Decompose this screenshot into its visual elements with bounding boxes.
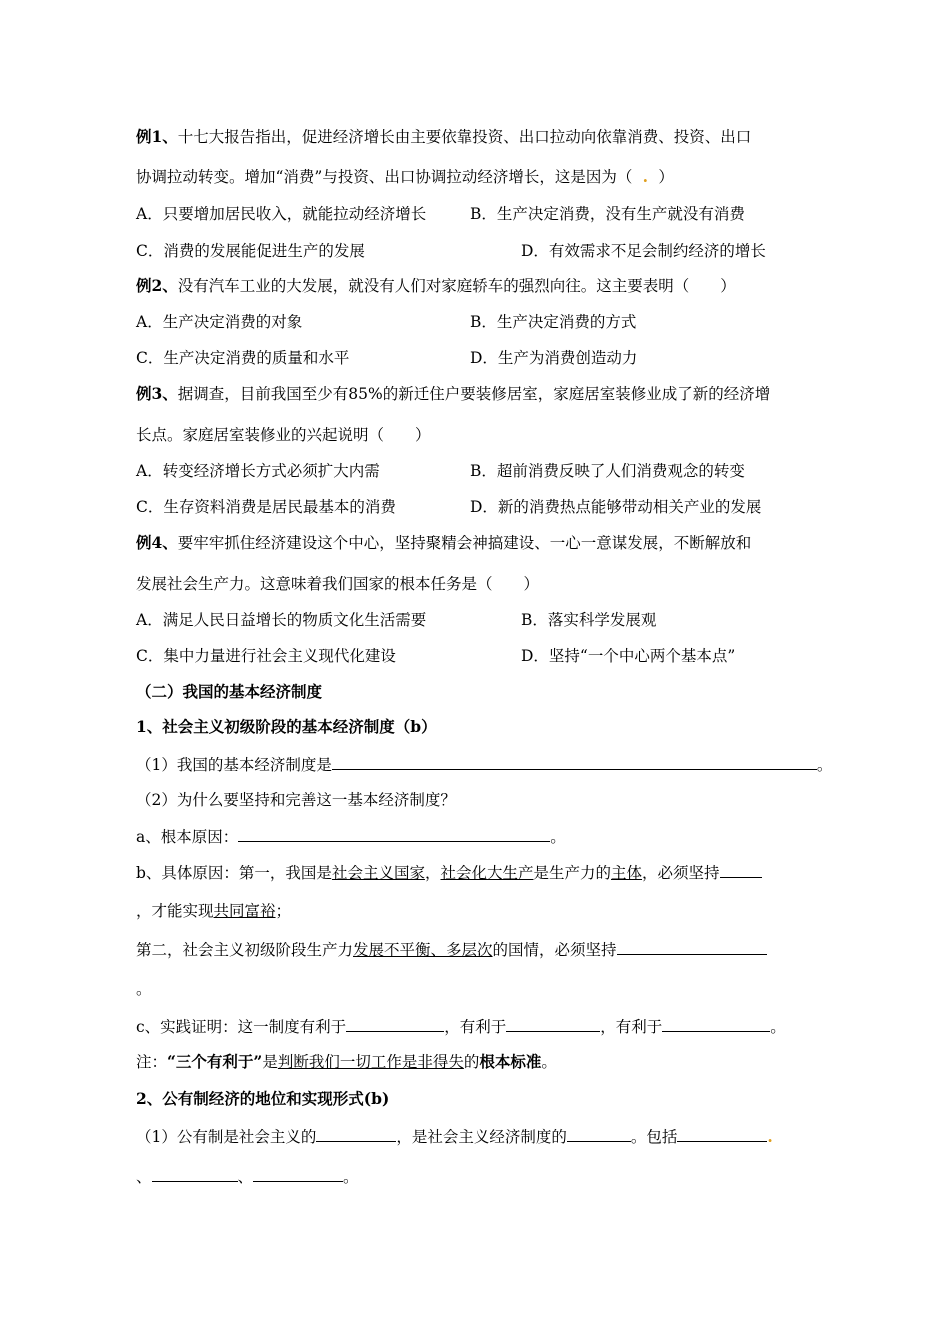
ex2-label: 例2、: [136, 276, 178, 295]
separator: 、: [237, 1168, 254, 1186]
ex2-option-b: B．生产决定消费的方式: [470, 313, 637, 331]
ex4-option-c: C．集中力量进行社会主义现代化建设: [136, 647, 396, 665]
ex3-option-a: A．转变经济增长方式必须扩大内需: [136, 462, 380, 480]
ex2-line1: [136, 275, 736, 297]
ex4-option-b: B．落实科学发展观: [521, 611, 657, 629]
specific-cause-line2: [136, 900, 291, 922]
question-2: （2）为什么要坚持和完善这一基本经济制度？: [136, 791, 456, 809]
ex4-line1: [136, 532, 751, 554]
ex2-option-d: D．生产为消费创造动力: [470, 349, 638, 367]
public-ownership-line2: [136, 1165, 359, 1188]
ex3-option-b: B．超前消费反映了人们消费观念的转变: [470, 462, 745, 480]
underlined-term: 发展不平衡、多层次: [353, 941, 493, 959]
specific-cause-text: ，才能实现: [136, 902, 214, 920]
ex2-option-c: C．生产决定消费的质量和水平: [136, 349, 350, 367]
question-1: [136, 753, 832, 776]
answer-blank: [632, 166, 658, 188]
orange-dot: .: [642, 167, 649, 186]
ex4-text: 要牢牢抓住经济建设这个中心，坚持聚精会神搞建设、一心一意谋发展，不断解放和: [177, 534, 752, 552]
public-ownership-text: 。包括: [630, 1128, 678, 1146]
ex3-line1: [136, 383, 770, 405]
period: 。: [816, 756, 833, 774]
practice-proof-line: [136, 1015, 786, 1038]
ex2-text: 没有汽车工业的大发展，就没有人们对家庭轿车的强烈向往。这主要表明（ ）: [177, 277, 736, 295]
fill-blank[interactable]: [677, 1125, 767, 1142]
specific-cause-line1: [136, 861, 762, 884]
second-reason-text: 第二，社会主义初级阶段生产力: [136, 941, 354, 959]
ex1-text2: 协调拉动转变。增加“消费”与投资、出口协调拉动经济增长，这是因为（: [136, 168, 633, 186]
ex1-option-d: D．有效需求不足会制约经济的增长: [521, 242, 766, 260]
fill-blank[interactable]: [662, 1015, 770, 1032]
fill-blank[interactable]: [152, 1165, 238, 1182]
subsection-1-heading: 1、社会主义初级阶段的基本经济制度（b）: [136, 717, 437, 736]
specific-cause-text: b、具体原因：第一，我国是: [136, 864, 332, 882]
ex1-option-a: A．只要增加居民收入，就能拉动经济增长: [136, 205, 427, 223]
ex3-label: 例3、: [136, 384, 178, 403]
ex3-line2: 长点。家庭居室装修业的兴起说明（ ）: [136, 426, 431, 444]
ex3-text: 据调查，目前我国至少有85%的新迁住户要装修居室，家庭居室装修业成了新的经济增: [177, 385, 771, 403]
fill-blank[interactable]: [316, 1125, 396, 1142]
fill-blank[interactable]: [506, 1015, 600, 1032]
underlined-term: 判断我们一切工作是非得失: [277, 1053, 464, 1071]
ex2-option-a: A．生产决定消费的对象: [136, 313, 303, 331]
second-reason-end: 。: [136, 980, 152, 998]
ex4-line2: 发展社会生产力。这意味着我们国家的根本任务是（ ）: [136, 575, 540, 593]
public-ownership-line1: [136, 1125, 773, 1148]
root-cause-label: a、根本原因：: [136, 828, 239, 846]
public-ownership-text: ，是社会主义经济制度的: [396, 1128, 567, 1146]
ex3-option-c: C．生存资料消费是居民最基本的消费: [136, 498, 396, 516]
practice-proof-text: c、实践证明：这一制度有利于: [136, 1018, 347, 1036]
semicolon: ；: [275, 902, 292, 920]
ex1-label: 例1、: [136, 127, 178, 146]
underlined-term: 共同富裕: [213, 902, 276, 920]
ex1-option-b: B．生产决定消费，没有生产就没有消费: [470, 205, 745, 223]
specific-cause-text: 是生产力的: [533, 864, 611, 882]
practice-proof-text: ，有利于: [444, 1018, 507, 1036]
practice-proof-text: ，有利于: [600, 1018, 663, 1036]
fill-blank[interactable]: [720, 861, 762, 878]
separator: 、: [136, 1168, 152, 1186]
note-bold-term: “三个有利于”: [167, 1052, 263, 1071]
subsection-2-heading: 2、公有制经济的地位和实现形式(b): [136, 1089, 390, 1108]
ex4-label: 例4、: [136, 533, 178, 552]
ex4-option-d: D．坚持“一个中心两个基本点”: [521, 647, 736, 665]
note-label: 注：: [136, 1053, 168, 1071]
fill-blank[interactable]: [346, 1015, 444, 1032]
ex4-option-a: A．满足人民日益增长的物质文化生活需要: [136, 611, 427, 629]
fill-blank[interactable]: [617, 938, 767, 955]
fill-blank[interactable]: [332, 753, 817, 770]
underlined-term: 主体: [611, 864, 643, 882]
ex1-paren-close: ）: [658, 168, 674, 186]
section-heading: （二）我国的基本经济制度: [136, 682, 323, 701]
public-ownership-text: （1）公有制是社会主义的: [136, 1128, 317, 1146]
period: 。: [343, 1168, 359, 1186]
root-cause-line: [136, 825, 566, 848]
period: 。: [770, 1018, 786, 1036]
note-bold-term: 根本标准: [479, 1052, 542, 1071]
fill-blank[interactable]: [253, 1165, 343, 1182]
q1-text: （1）我国的基本经济制度是: [136, 756, 332, 774]
second-reason-line: [136, 938, 767, 961]
orange-dot: .: [767, 1127, 773, 1146]
ex1-text: 十七大报告指出，促进经济增长由主要依靠投资、出口拉动向依靠消费、投资、出口: [177, 128, 752, 146]
ex3-option-d: D．新的消费热点能够带动相关产业的发展: [470, 498, 762, 516]
underlined-term: 社会主义国家: [331, 864, 425, 882]
underlined-term: 社会化大生产: [440, 864, 534, 882]
note-text: 的: [463, 1053, 480, 1071]
comma: ，: [424, 864, 441, 882]
ex1-line2: [136, 166, 674, 188]
second-reason-text: 的国情，必须坚持: [492, 941, 617, 959]
period: 。: [541, 1053, 557, 1071]
ex1-line1: [136, 126, 751, 148]
note-line: [136, 1051, 557, 1073]
ex1-option-c: C．消费的发展能促进生产的发展: [136, 242, 365, 260]
fill-blank[interactable]: [238, 825, 550, 842]
fill-blank[interactable]: [567, 1125, 631, 1142]
specific-cause-text: ，必须坚持: [642, 864, 720, 882]
note-text: 是: [262, 1053, 278, 1071]
period: 。: [550, 828, 566, 846]
